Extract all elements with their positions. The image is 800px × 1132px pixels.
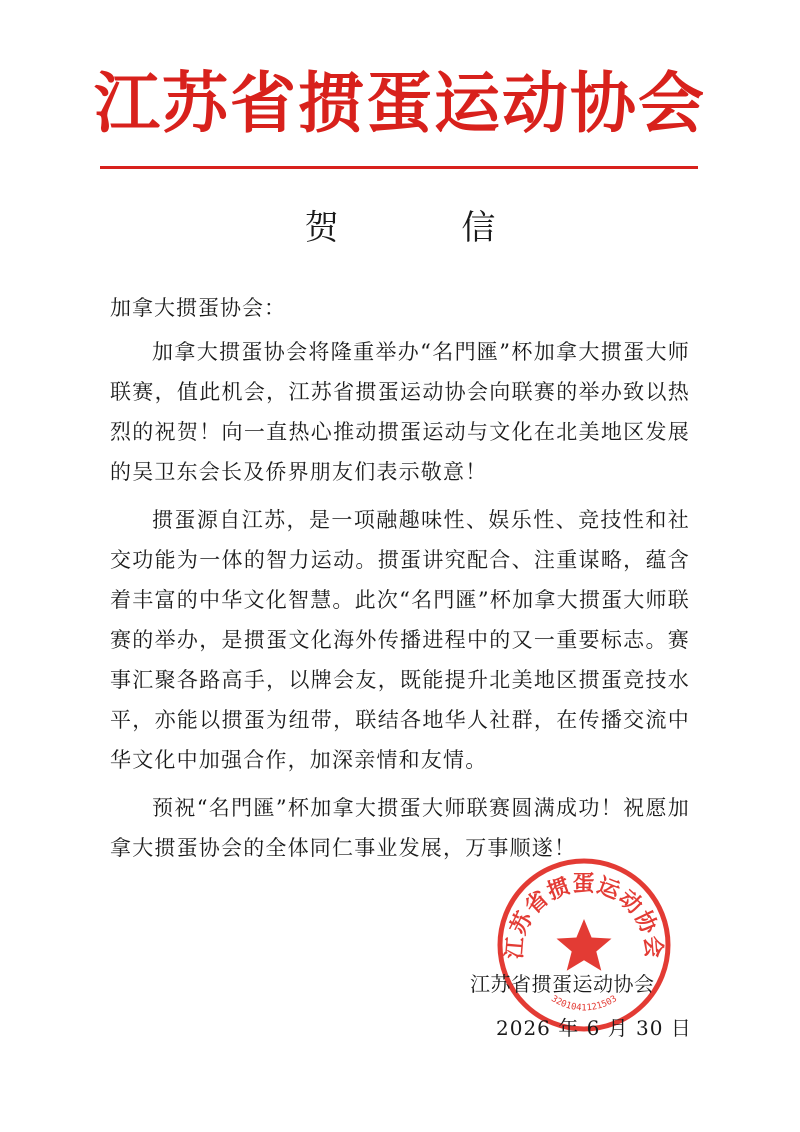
letter-paragraph: 加拿大掼蛋协会将隆重举办“名門匯”杯加拿大掼蛋大师联赛，值此机会，江苏省掼蛋运动协会向联赛的举办致以热烈的祝贺！向一直热心推动掼蛋运动与文化在北美地区发展的吴卫东会长及侨界朋友们表示敬意！ (110, 340, 690, 484)
letter-paragraph: 预祝“名門匯”杯加拿大掼蛋大师联赛圆满成功！祝愿加拿大掼蛋协会的全体同仁事业发展，万事顺遂！ (110, 796, 690, 860)
letter-paragraph: 掼蛋源自江苏，是一项融趣味性、娱乐性、竞技性和社交功能为一体的智力运动。掼蛋讲究配合、注重谋略，蕴含着丰富的中华文化智慧。此次“名門匯”杯加拿大掼蛋大师联赛的举办，是掼蛋文化海外传播进程中的又一重要标志。赛事汇聚各路高手，以牌会友，既能提升北美地区掼蛋竞技水平，亦能以掼蛋为纽带，联结各地华人社群，在传播交流中华文化中加强合作，加深亲情和友情。 (110, 508, 690, 772)
letter-salutation: 加拿大掼蛋协会： (110, 296, 286, 320)
header-divider (100, 166, 698, 169)
seal-serial-number: 3201041121503 (549, 994, 619, 1014)
letter-date: 2026 年 6 月 30 日 (496, 1016, 692, 1040)
organization-header-title: 江苏省掼蛋运动协会 (94, 65, 706, 142)
official-seal (496, 857, 672, 1033)
seal-ring-text: 江苏省掼蛋运动协会 (502, 872, 666, 960)
star-icon (557, 919, 612, 971)
letter-title: 贺 信 (304, 208, 552, 248)
letter-signature: 江苏省掼蛋运动协会 (470, 972, 655, 996)
